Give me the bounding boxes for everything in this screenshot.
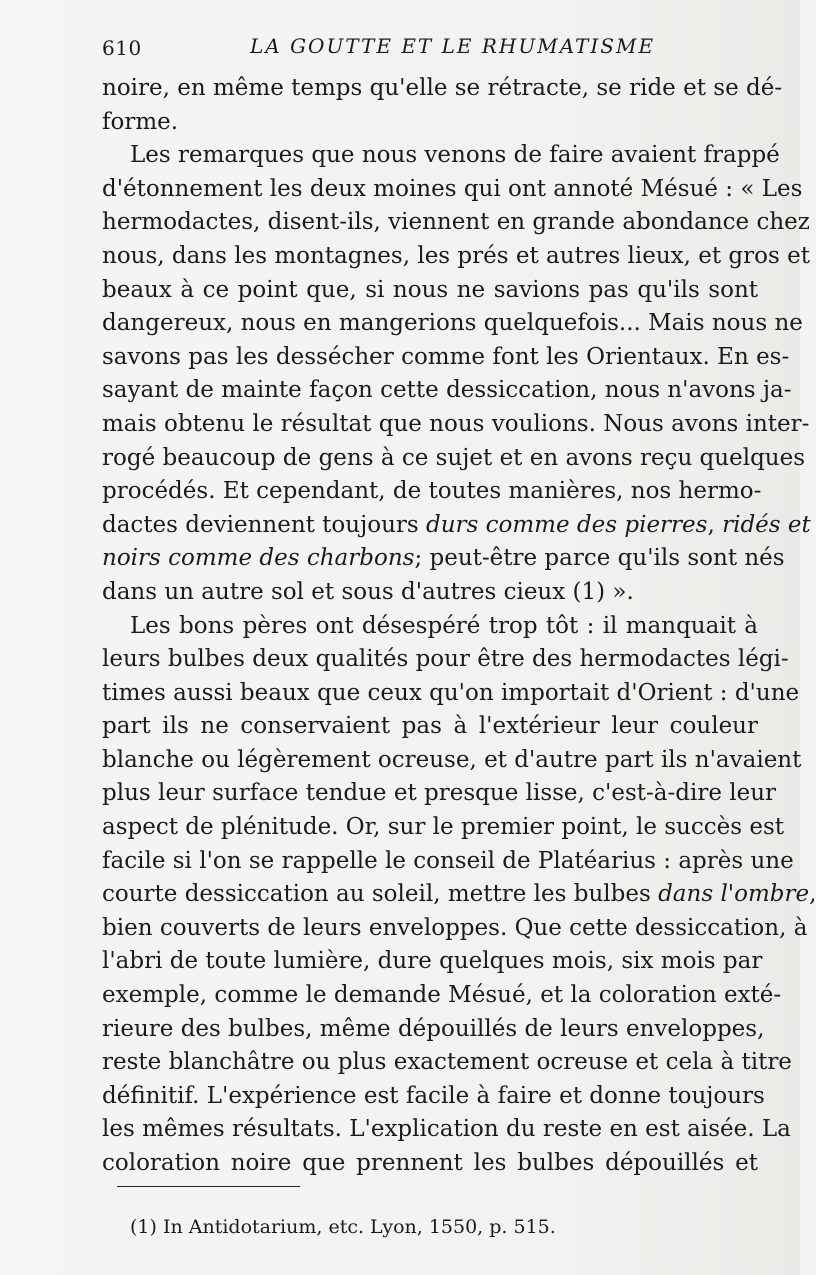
text-line: l'abri de toute lumière, dure quelques mois, six mois par [102, 948, 763, 975]
text-line: blanche ou légèrement ocreuse, et d'autre part ils n'avaient [102, 746, 802, 773]
text-line: aspect de plénitude. Or, sur le premier point, le succès est [102, 814, 785, 841]
italic-text: ridés et [722, 511, 811, 538]
text-line: sayant de mainte façon cette dessiccation, nous n'avons ja- [102, 377, 792, 404]
text-line: procédés. Et cependant, de toutes manières, nos hermo- [102, 478, 762, 505]
running-title: LA GOUTTE ET LE RHUMATISME [250, 34, 656, 58]
text-line [102, 542, 785, 576]
italic-text: noirs comme des charbons [102, 545, 415, 572]
text-line [102, 878, 816, 912]
text-line: beaux à ce point que, si nous ne savions pas qu'ils sont [102, 276, 758, 303]
text-line: dans un autre sol et sous d'autres cieux (1) ». [102, 578, 634, 605]
italic-text: dans l'ombre [658, 881, 810, 908]
page-number: 610 [102, 36, 142, 60]
footnote: (1) In Antidotarium, etc. Lyon, 1550, p. 515. [130, 1216, 556, 1238]
text-line: coloration noire que prennent les bulbes dépouillés et [102, 1150, 758, 1176]
text-line: rogé beaucoup de gens à ce sujet et en avons reçu quelques [102, 444, 806, 471]
text-line [102, 509, 811, 543]
text-line: part ils ne conservaient pas à l'extérieur leur couleur [102, 713, 758, 740]
text-segment: ; peut-être parce qu'ils sont nés [414, 545, 785, 572]
text-line: nous, dans les montagnes, les prés et autres lieux, et gros et [102, 242, 810, 269]
text-line: bien couverts de leurs enveloppes. Que cette dessiccation, à [102, 914, 808, 941]
text-line: savons pas les dessécher comme font les Orientaux. En es- [102, 343, 790, 370]
body-text [102, 72, 816, 1181]
page-header [102, 26, 662, 64]
text-line: rieure des bulbes, même dépouillés de leurs enveloppes, [102, 1015, 765, 1042]
text-line: plus leur surface tendue et presque lisse, c'est-à-dire leur [102, 780, 777, 807]
text-line: leurs bulbes deux qualités pour être des hermodactes légi- [102, 646, 789, 673]
footnote-separator [117, 1186, 300, 1187]
text-line: d'étonnement les deux moines qui ont annoté Mésué : « Les [102, 175, 803, 202]
text-line: facile si l'on se rappelle le conseil de Platéarius : après une [102, 847, 794, 874]
text-line: reste blanchâtre ou plus exactement ocreuse et cela à titre [102, 1049, 792, 1076]
text-line: mais obtenu le résultat que nous voulions. Nous avons inter- [102, 410, 810, 437]
paragraph-start-line: Les remarques que nous venons de faire avaient frappé [130, 142, 780, 169]
paragraph-start-line: Les bons pères ont désespéré trop tôt : il manquait à [130, 612, 758, 639]
text-line: times aussi beaux que ceux qu'on importait d'Orient : d'une [102, 679, 800, 706]
text-line: dangereux, nous en mangerions quelquefois... Mais nous ne [102, 310, 803, 337]
text-line: les mêmes résultats. L'explication du reste en est aisée. La [102, 1116, 791, 1143]
text-line: définitif. L'expérience est facile à faire et donne toujours [102, 1082, 765, 1109]
text-segment: , [707, 511, 723, 538]
text-line: exemple, comme le demande Mésué, et la coloration exté- [102, 982, 782, 1009]
text-line: noire, en même temps qu'elle se rétracte, se ride et se dé- [102, 75, 783, 101]
text-line: hermodactes, disent-ils, viennent en grande abondance chez [102, 209, 810, 236]
text-segment: , [809, 881, 816, 908]
text-segment: dactes deviennent toujours [102, 511, 426, 538]
text-segment: courte dessiccation au soleil, mettre les bulbes [102, 881, 659, 908]
italic-text: durs comme des pierres [426, 511, 708, 538]
text-line: forme. [102, 108, 179, 135]
